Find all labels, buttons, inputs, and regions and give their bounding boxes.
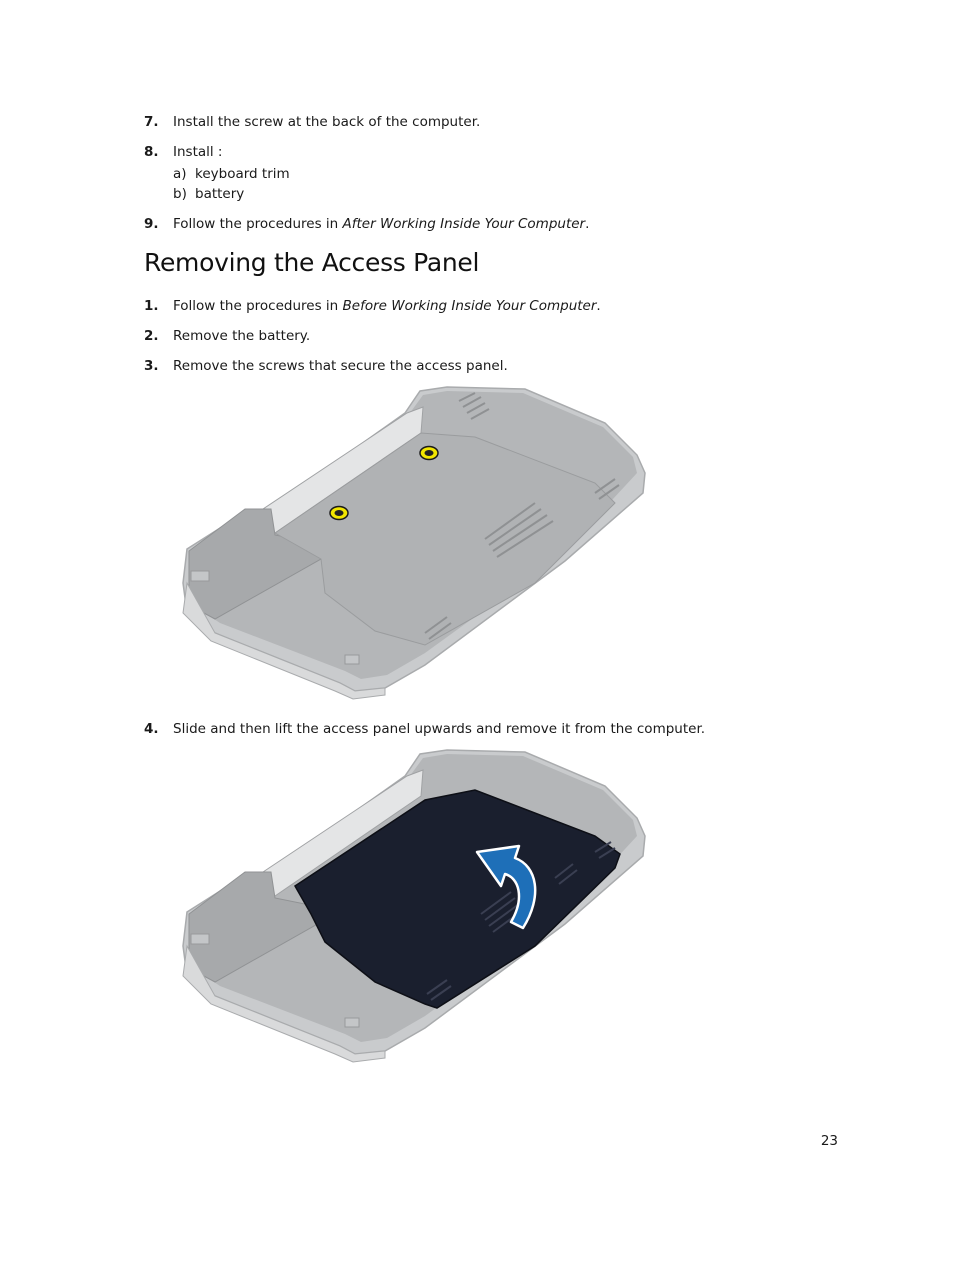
step-number: 9. [144, 216, 159, 232]
step-text: Slide and then lift the access panel upwards and remove it from the computer. [173, 721, 706, 737]
step-number: 8. [144, 144, 159, 160]
step-number: 7. [144, 114, 159, 130]
step-7 [144, 113, 480, 131]
step-1 [144, 297, 601, 315]
item-letter: a) [173, 166, 187, 182]
laptop-panel-removal-illustration [175, 746, 659, 1064]
figure-remove-screws [175, 383, 659, 701]
step-text: Follow the procedures in [173, 298, 343, 314]
step-number: 1. [144, 298, 159, 314]
step-text: Remove the battery. [173, 328, 311, 344]
item-text: keyboard trim [195, 166, 290, 182]
laptop-bottom-illustration [175, 383, 659, 701]
step-text-end: . [596, 298, 601, 314]
step-number: 4. [144, 721, 159, 737]
step-number: 2. [144, 328, 159, 344]
page-number: 23 [820, 1133, 838, 1149]
step-9 [144, 215, 589, 233]
step-2 [144, 327, 310, 345]
item-letter: b) [173, 186, 187, 202]
step-italic-ref: After Working Inside Your Computer [342, 216, 586, 232]
step-3 [144, 357, 508, 375]
install-item-b [173, 185, 244, 203]
step-8 [144, 143, 222, 161]
step-text: Install : [173, 144, 223, 160]
figure-lift-access-panel [175, 746, 659, 1064]
step-italic-ref: Before Working Inside Your Computer [342, 298, 597, 314]
screw-highlight-2 [330, 507, 348, 520]
step-text: Follow the procedures in [173, 216, 343, 232]
section-heading: Removing the Access Panel [144, 248, 480, 277]
step-text: Install the screw at the back of the computer. [173, 114, 481, 130]
step-number: 3. [144, 358, 159, 374]
step-text: Remove the screws that secure the access panel. [173, 358, 508, 374]
step-text-end: . [585, 216, 590, 232]
install-item-a [173, 165, 290, 183]
step-4 [144, 720, 705, 738]
item-text: battery [195, 186, 245, 202]
screw-highlight-1 [420, 447, 438, 460]
